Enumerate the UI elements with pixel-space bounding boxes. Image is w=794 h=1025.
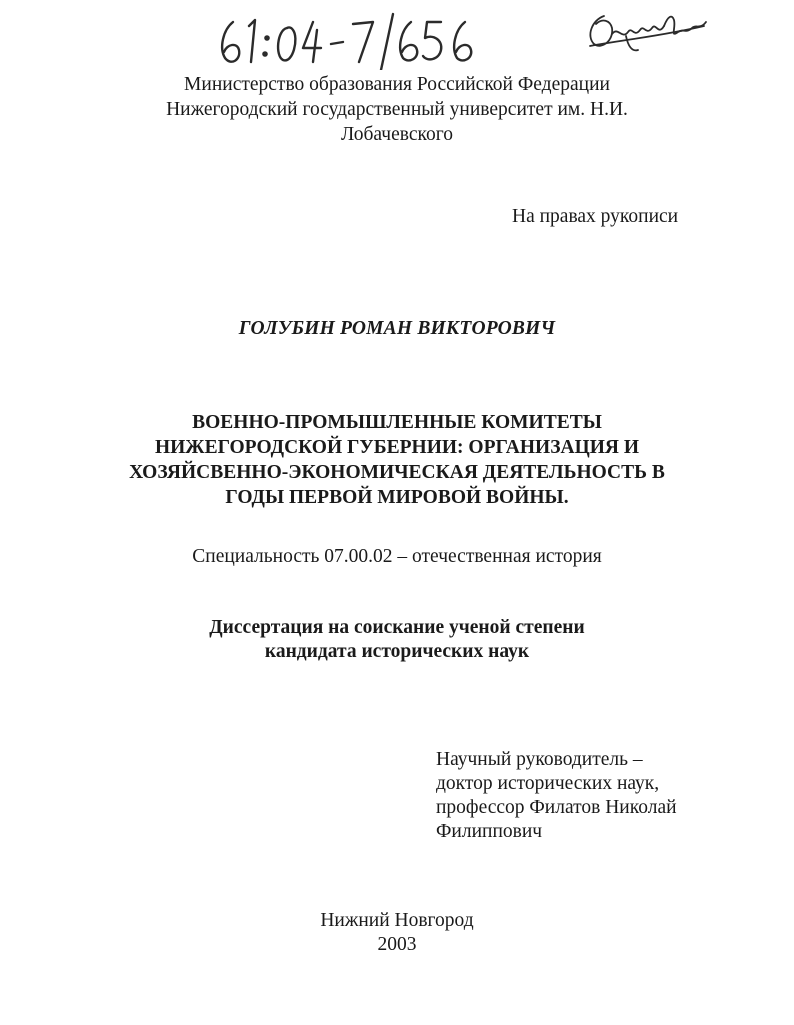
ministry-name: Министерство образования Российской Федерации <box>184 74 610 95</box>
supervisor-line3: профессор Филатов Николай <box>436 797 677 818</box>
supervisor-line1: Научный руководитель – <box>436 749 643 770</box>
city: Нижний Новгород <box>320 910 474 931</box>
thesis-title-line2: НИЖЕГОРОДСКОЙ ГУБЕРНИИ: ОРГАНИЗАЦИЯ И <box>154 437 640 458</box>
thesis-title <box>0 410 794 510</box>
thesis-title-line1: ВОЕННО-ПРОМЫШЛЕННЫЕ КОМИТЕТЫ <box>192 412 602 433</box>
handwritten-archive-code <box>215 8 475 70</box>
university-name-line1: Нижегородский государственный университет им. Н.И. <box>166 99 628 120</box>
dissertation-degree-line1: Диссертация на соискание ученой степени <box>209 617 585 638</box>
institution-header <box>0 72 794 147</box>
handwritten-signature <box>582 6 712 56</box>
scientific-supervisor <box>436 748 677 844</box>
dissertation-degree <box>0 616 794 664</box>
author-name: ГОЛУБИН РОМАН ВИКТОРОВИЧ <box>238 318 556 339</box>
year: 2003 <box>377 934 417 955</box>
place-and-year <box>0 909 794 957</box>
supervisor-line4: Филиппович <box>436 821 543 842</box>
thesis-title-line3: ХОЗЯЙСВЕННО-ЭКОНОМИЧЕСКАЯ ДЕЯТЕЛЬНОСТЬ В <box>129 462 665 483</box>
specialty-line: Специальность 07.00.02 – отечественная история <box>192 546 602 567</box>
thesis-title-line4: ГОДЫ ПЕРВОЙ МИРОВОЙ ВОЙНЫ. <box>225 487 569 508</box>
university-name-line2: Лобачевского <box>341 124 453 145</box>
supervisor-line2: доктор исторических наук, <box>436 773 660 794</box>
manuscript-rights-note: На правах рукописи <box>512 206 679 227</box>
dissertation-degree-line2: кандидата исторических наук <box>264 641 530 662</box>
